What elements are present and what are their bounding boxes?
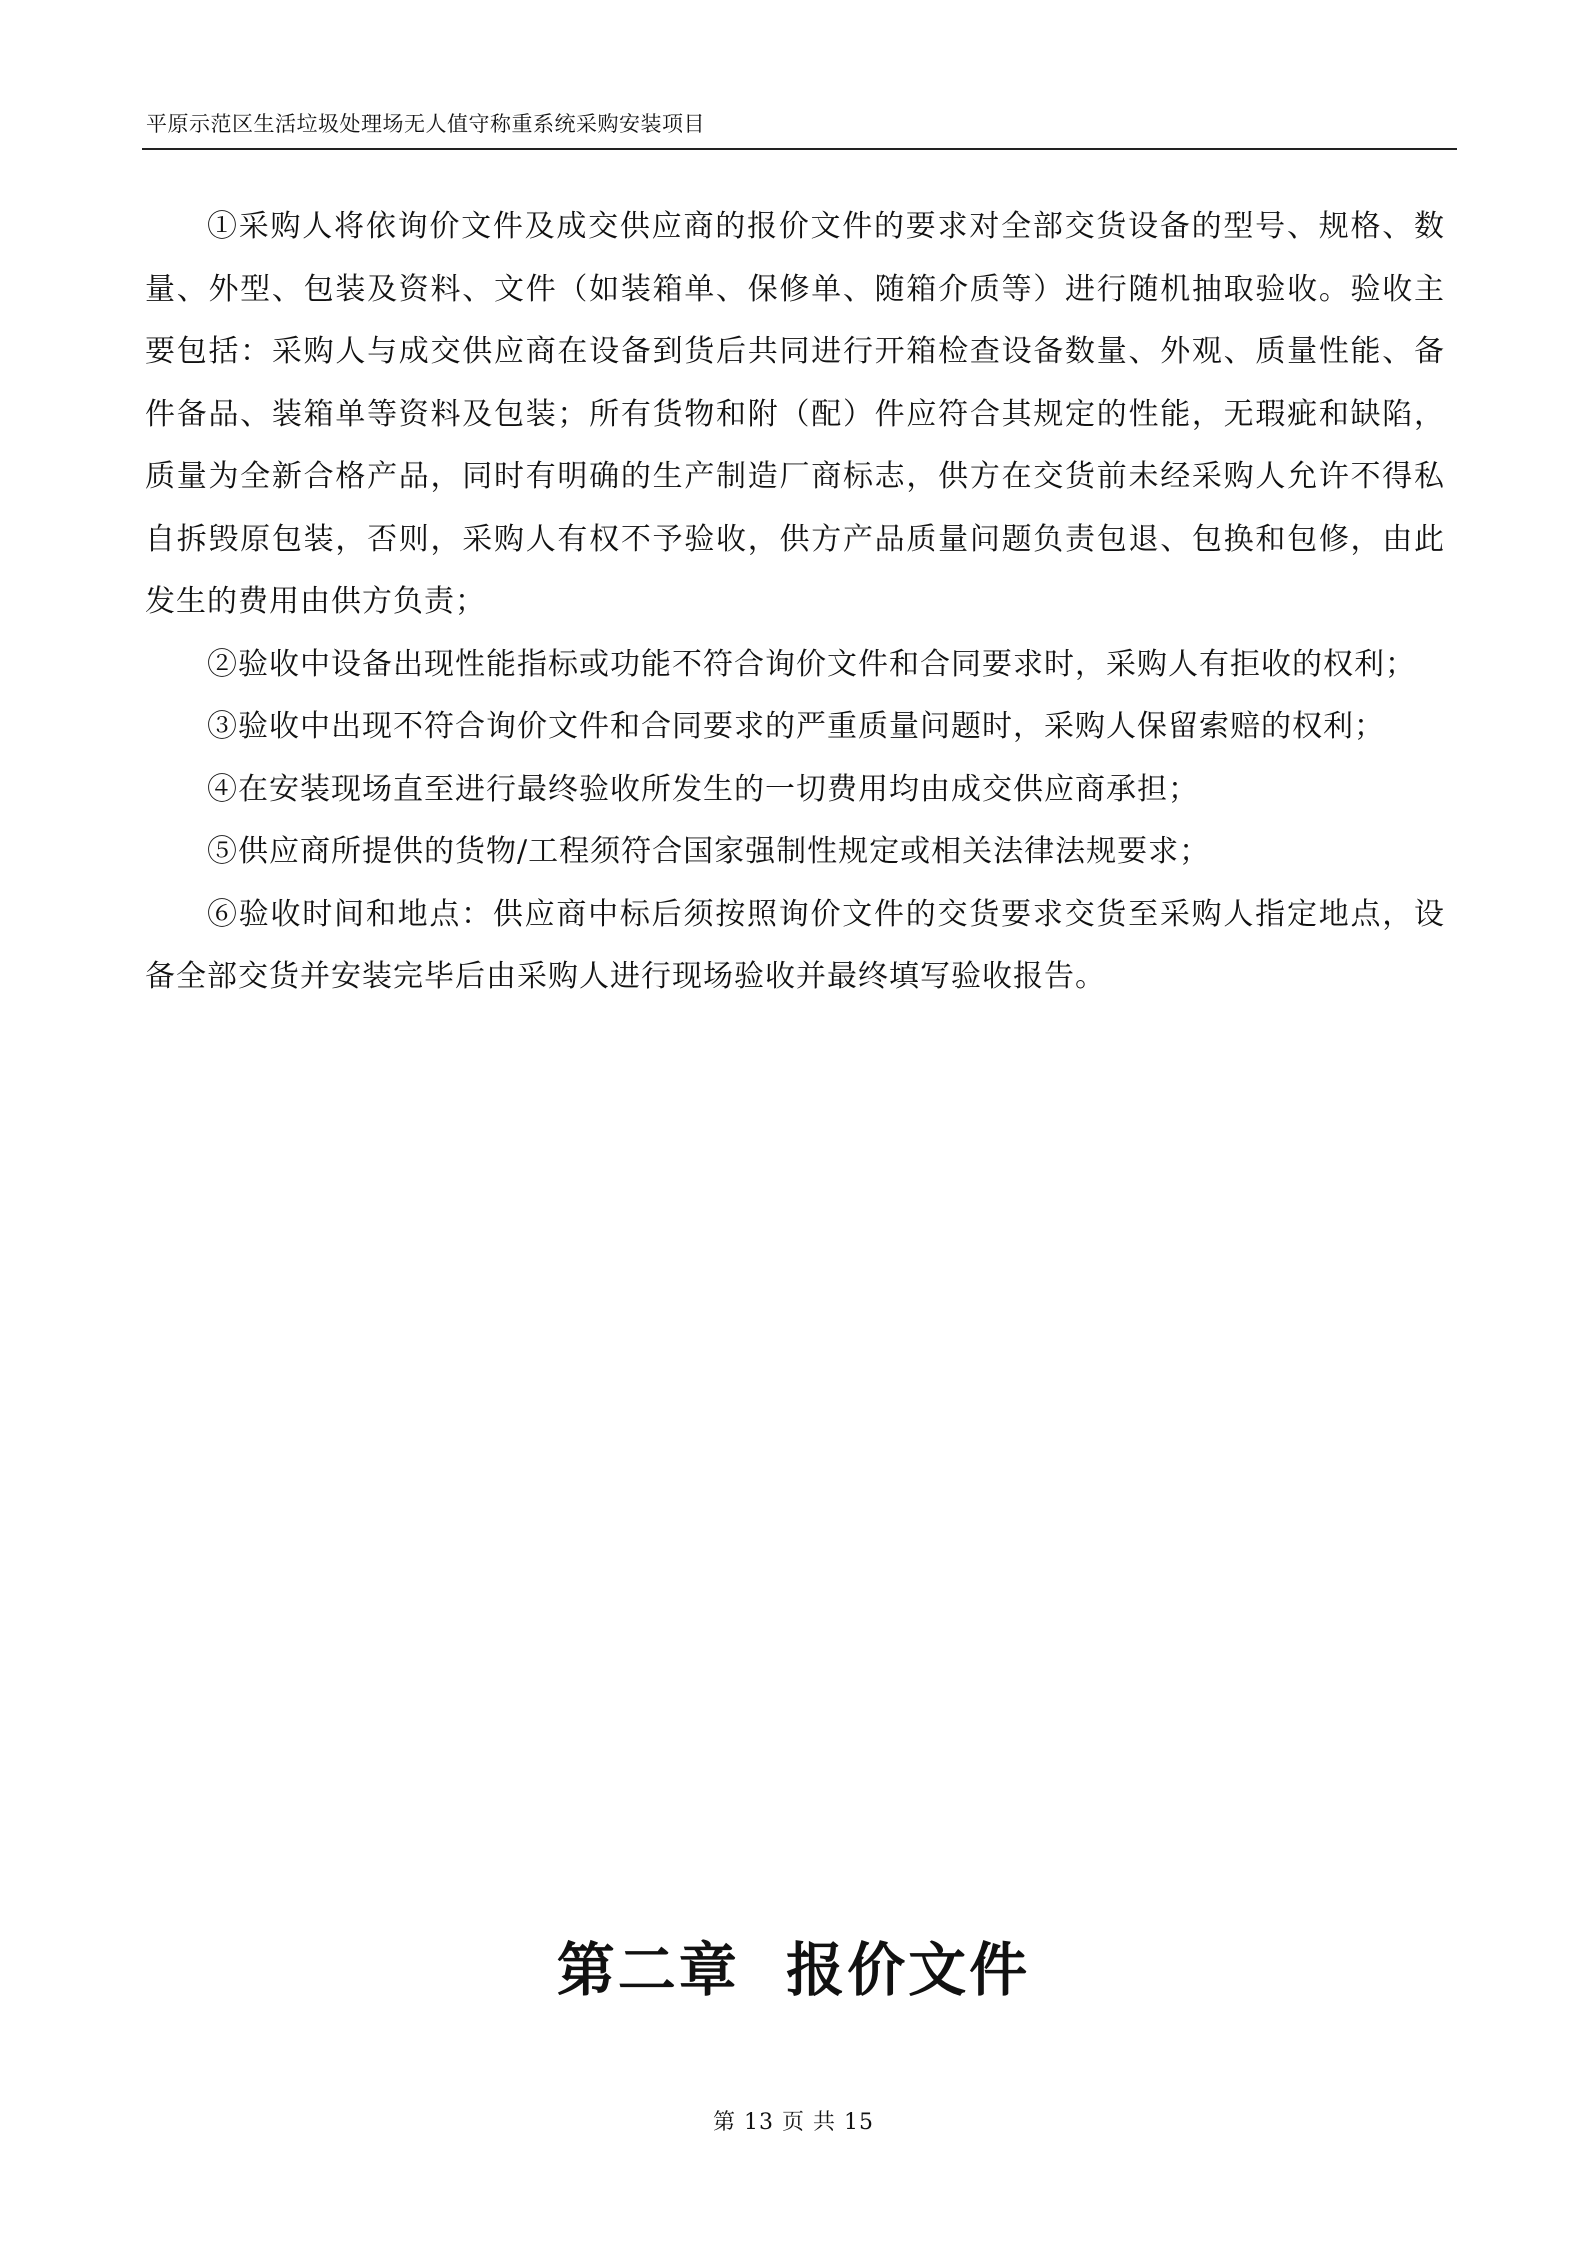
acceptance-clause-3: ③验收中出现不符合询价文件和合同要求的严重质量问题时，采购人保留索赔的权利； <box>207 709 1385 744</box>
body-text <box>145 196 1445 1009</box>
acceptance-clause-4: ④在安装现场直至进行最终验收所发生的一切费用均由成交供应商承担； <box>207 771 1199 807</box>
acceptance-clause-5: ⑤供应商所提供的货物/工程须符合国家强制性规定或相关法律法规要求； <box>207 834 1211 869</box>
acceptance-clause-2: ②验收中设备出现性能指标或功能不符合询价文件和合同要求时，采购人有拒收的权利； <box>207 646 1416 682</box>
header-title: 平原示范区生活垃圾处理场无人值守称重系统采购安装项目 <box>146 112 705 136</box>
acceptance-clause-6: ⑥验收时间和地点：供应商中标后须按照询价文件的交货要求交货至采购人指定地点，设备全部交货并安装完毕后由采购人进行现场验收并最终填写验收报告。 <box>145 896 1445 994</box>
page-header <box>142 110 1457 150</box>
chapter-title: 第二章 报价文件 <box>556 1936 1031 2004</box>
acceptance-clause-1: ①采购人将依询价文件及成交供应商的报价文件的要求对全部交货设备的型号、规格、数量、外型、包装及资料、文件（如装箱单、保修单、随箱介质等）进行随机抽取验收。验收主要包括：采购人与成交供应商在设备到货后共同进行开箱检查设备数量、外观、质量性能、备件备品、装箱单等资料及包装；所有货物和附（配）件应符合其规定的性能，无瑕疵和缺陷，质量为全新合格产品，同时有明确的生产制造厂商标志，供方在交货前未经采购人允许不得私自拆毁原包装，否则，采购人有权不予验收，供方产品质量问题负责包退、包换和包修，由此发生的费用由供方负责； <box>145 209 1445 619</box>
page-number: 第 13 页 共 15 <box>713 2110 874 2135</box>
